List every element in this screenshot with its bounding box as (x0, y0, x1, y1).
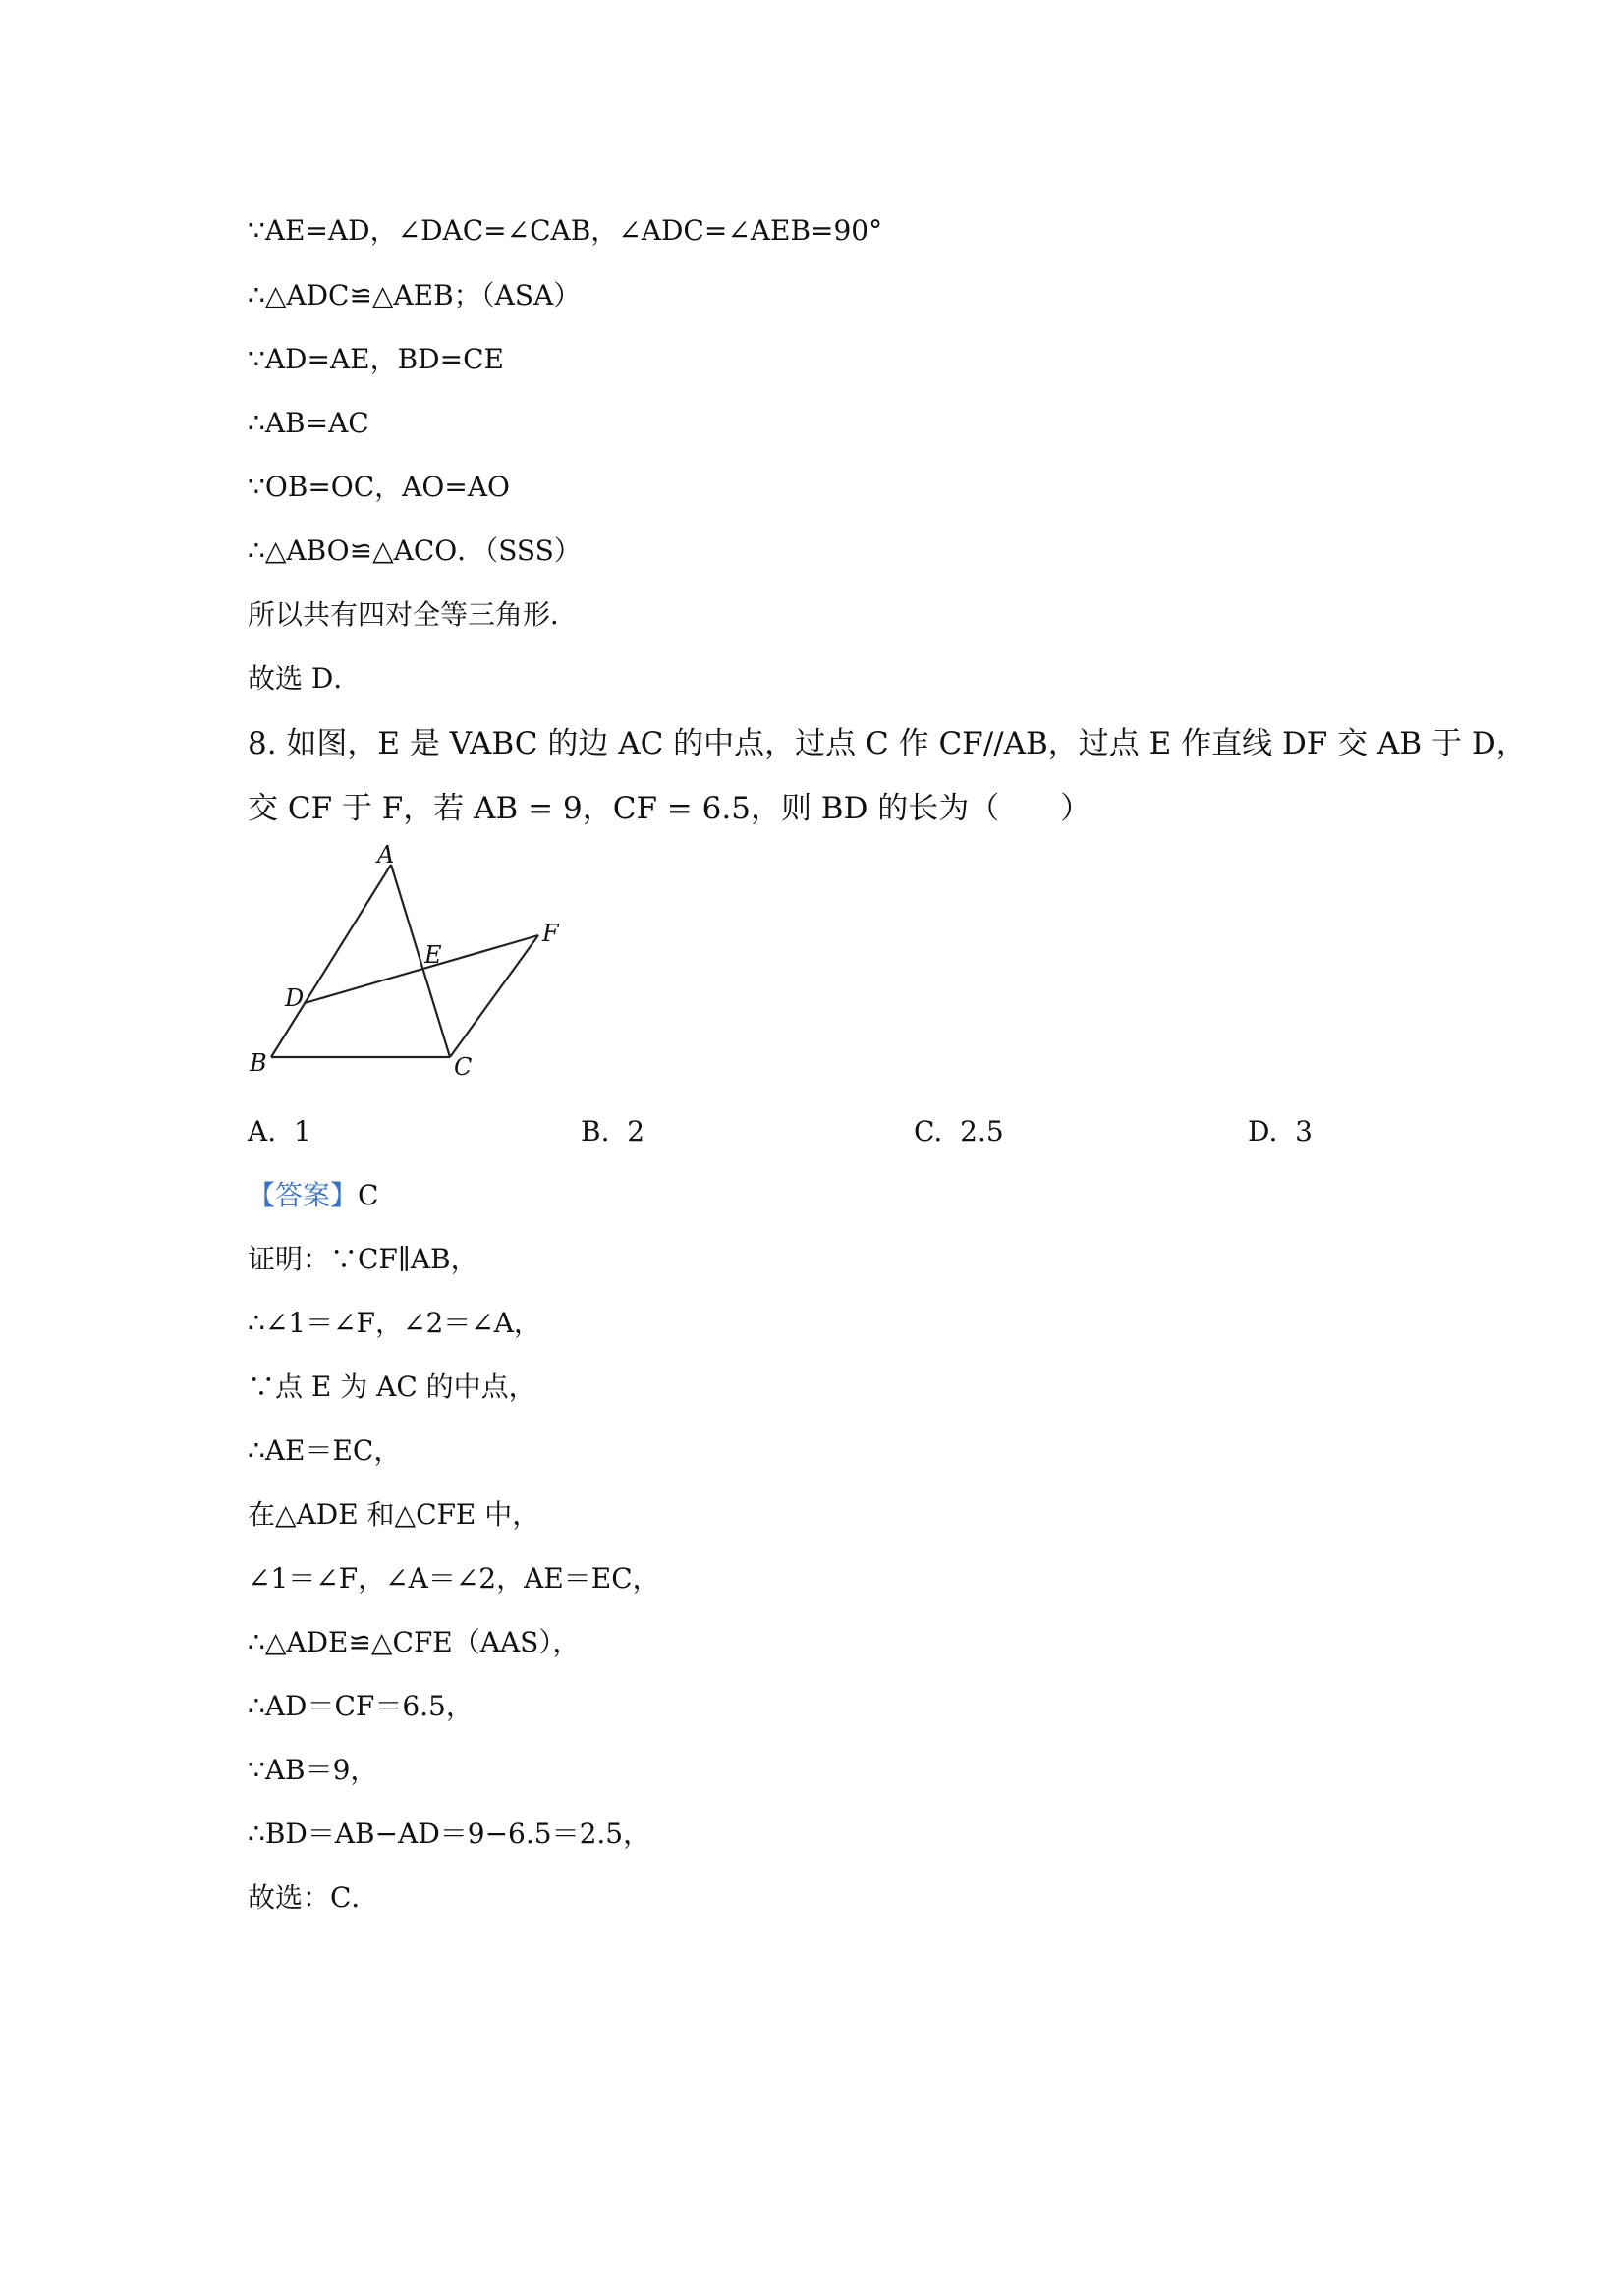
option-d-value: 3 (1295, 1115, 1313, 1148)
prev-solution-line-6: ∴△ABO≌△ACO．（SSS） (248, 534, 582, 567)
prev-solution-line-5: ∵OB=OC，AO=AO (248, 471, 510, 503)
prev-solution-line-2: ∴△ADC≌△AEB；（ASA） (248, 279, 582, 311)
option-d (1248, 1112, 1313, 1151)
solution-line-7: ∴△ADE≌△CFE（AAS）， (248, 1626, 581, 1658)
prev-solution-line-3: ∵AD=AE，BD=CE (248, 343, 504, 375)
geometry-figure (236, 843, 589, 1079)
solution-line-3: ∵点 E 为 AC 的中点， (248, 1371, 536, 1403)
option-a-value: 1 (293, 1115, 311, 1148)
option-c-letter: C. (914, 1115, 943, 1148)
prev-solution-line-8: 故选 D． (248, 662, 362, 695)
segment-cf (450, 935, 538, 1057)
label-c: C (454, 1053, 473, 1079)
prev-solution-line-4: ∴AB=AC (248, 407, 369, 439)
answer-mark: 【答案】 (248, 1179, 359, 1211)
label-a: A (377, 843, 395, 868)
option-b-letter: B. (581, 1115, 610, 1148)
solution-line-6: ∠1＝∠F，∠A＝∠2，AE＝EC， (248, 1562, 660, 1595)
label-b: B (250, 1049, 267, 1077)
label-d: D (285, 984, 305, 1012)
segment-ab (271, 865, 391, 1057)
option-d-letter: D. (1248, 1115, 1278, 1148)
solution-line-11: 故选：C． (248, 1881, 379, 1914)
solution-line-8: ∴AD＝CF＝6.5， (248, 1690, 474, 1722)
question-text-line-2: 交 CF 于 F，若 AB = 9，CF = 6.5，则 BD 的长为（ ） (248, 791, 1091, 826)
option-a (248, 1112, 311, 1151)
solution-line-10: ∴BD＝AB−AD＝9−6.5＝2.5， (248, 1818, 651, 1850)
answer-line (248, 1176, 378, 1215)
geometry-diagram (236, 843, 589, 1079)
solution-line-9: ∵AB＝9， (248, 1754, 378, 1786)
solution-line-2: ∴∠1＝∠F，∠2＝∠A， (248, 1307, 541, 1339)
option-b-value: 2 (627, 1115, 645, 1148)
option-c-value: 2.5 (960, 1115, 1004, 1148)
prev-solution-line-1: ∵AE=AD，∠DAC=∠CAB，∠ADC=∠AEB=90° (248, 214, 883, 247)
solution-line-5: 在△ADE 和△CFE 中， (248, 1498, 540, 1531)
question-text-line-1: 8. 如图，E 是 VABC 的边 AC 的中点，过点 C 作 CF//AB，过点 E 作直线 DF 交 AB 于 D， (248, 726, 1527, 761)
option-b (581, 1112, 644, 1151)
option-c (914, 1112, 1004, 1151)
label-f: F (542, 920, 559, 947)
solution-line-1: 证明：∵CF∥AB， (248, 1243, 478, 1275)
answer-value: C (358, 1179, 379, 1211)
solution-line-4: ∴AE＝EC， (248, 1434, 402, 1467)
option-a-letter: A. (248, 1115, 277, 1148)
prev-solution-line-7: 所以共有四对全等三角形． (248, 598, 579, 631)
label-e: E (424, 941, 442, 969)
